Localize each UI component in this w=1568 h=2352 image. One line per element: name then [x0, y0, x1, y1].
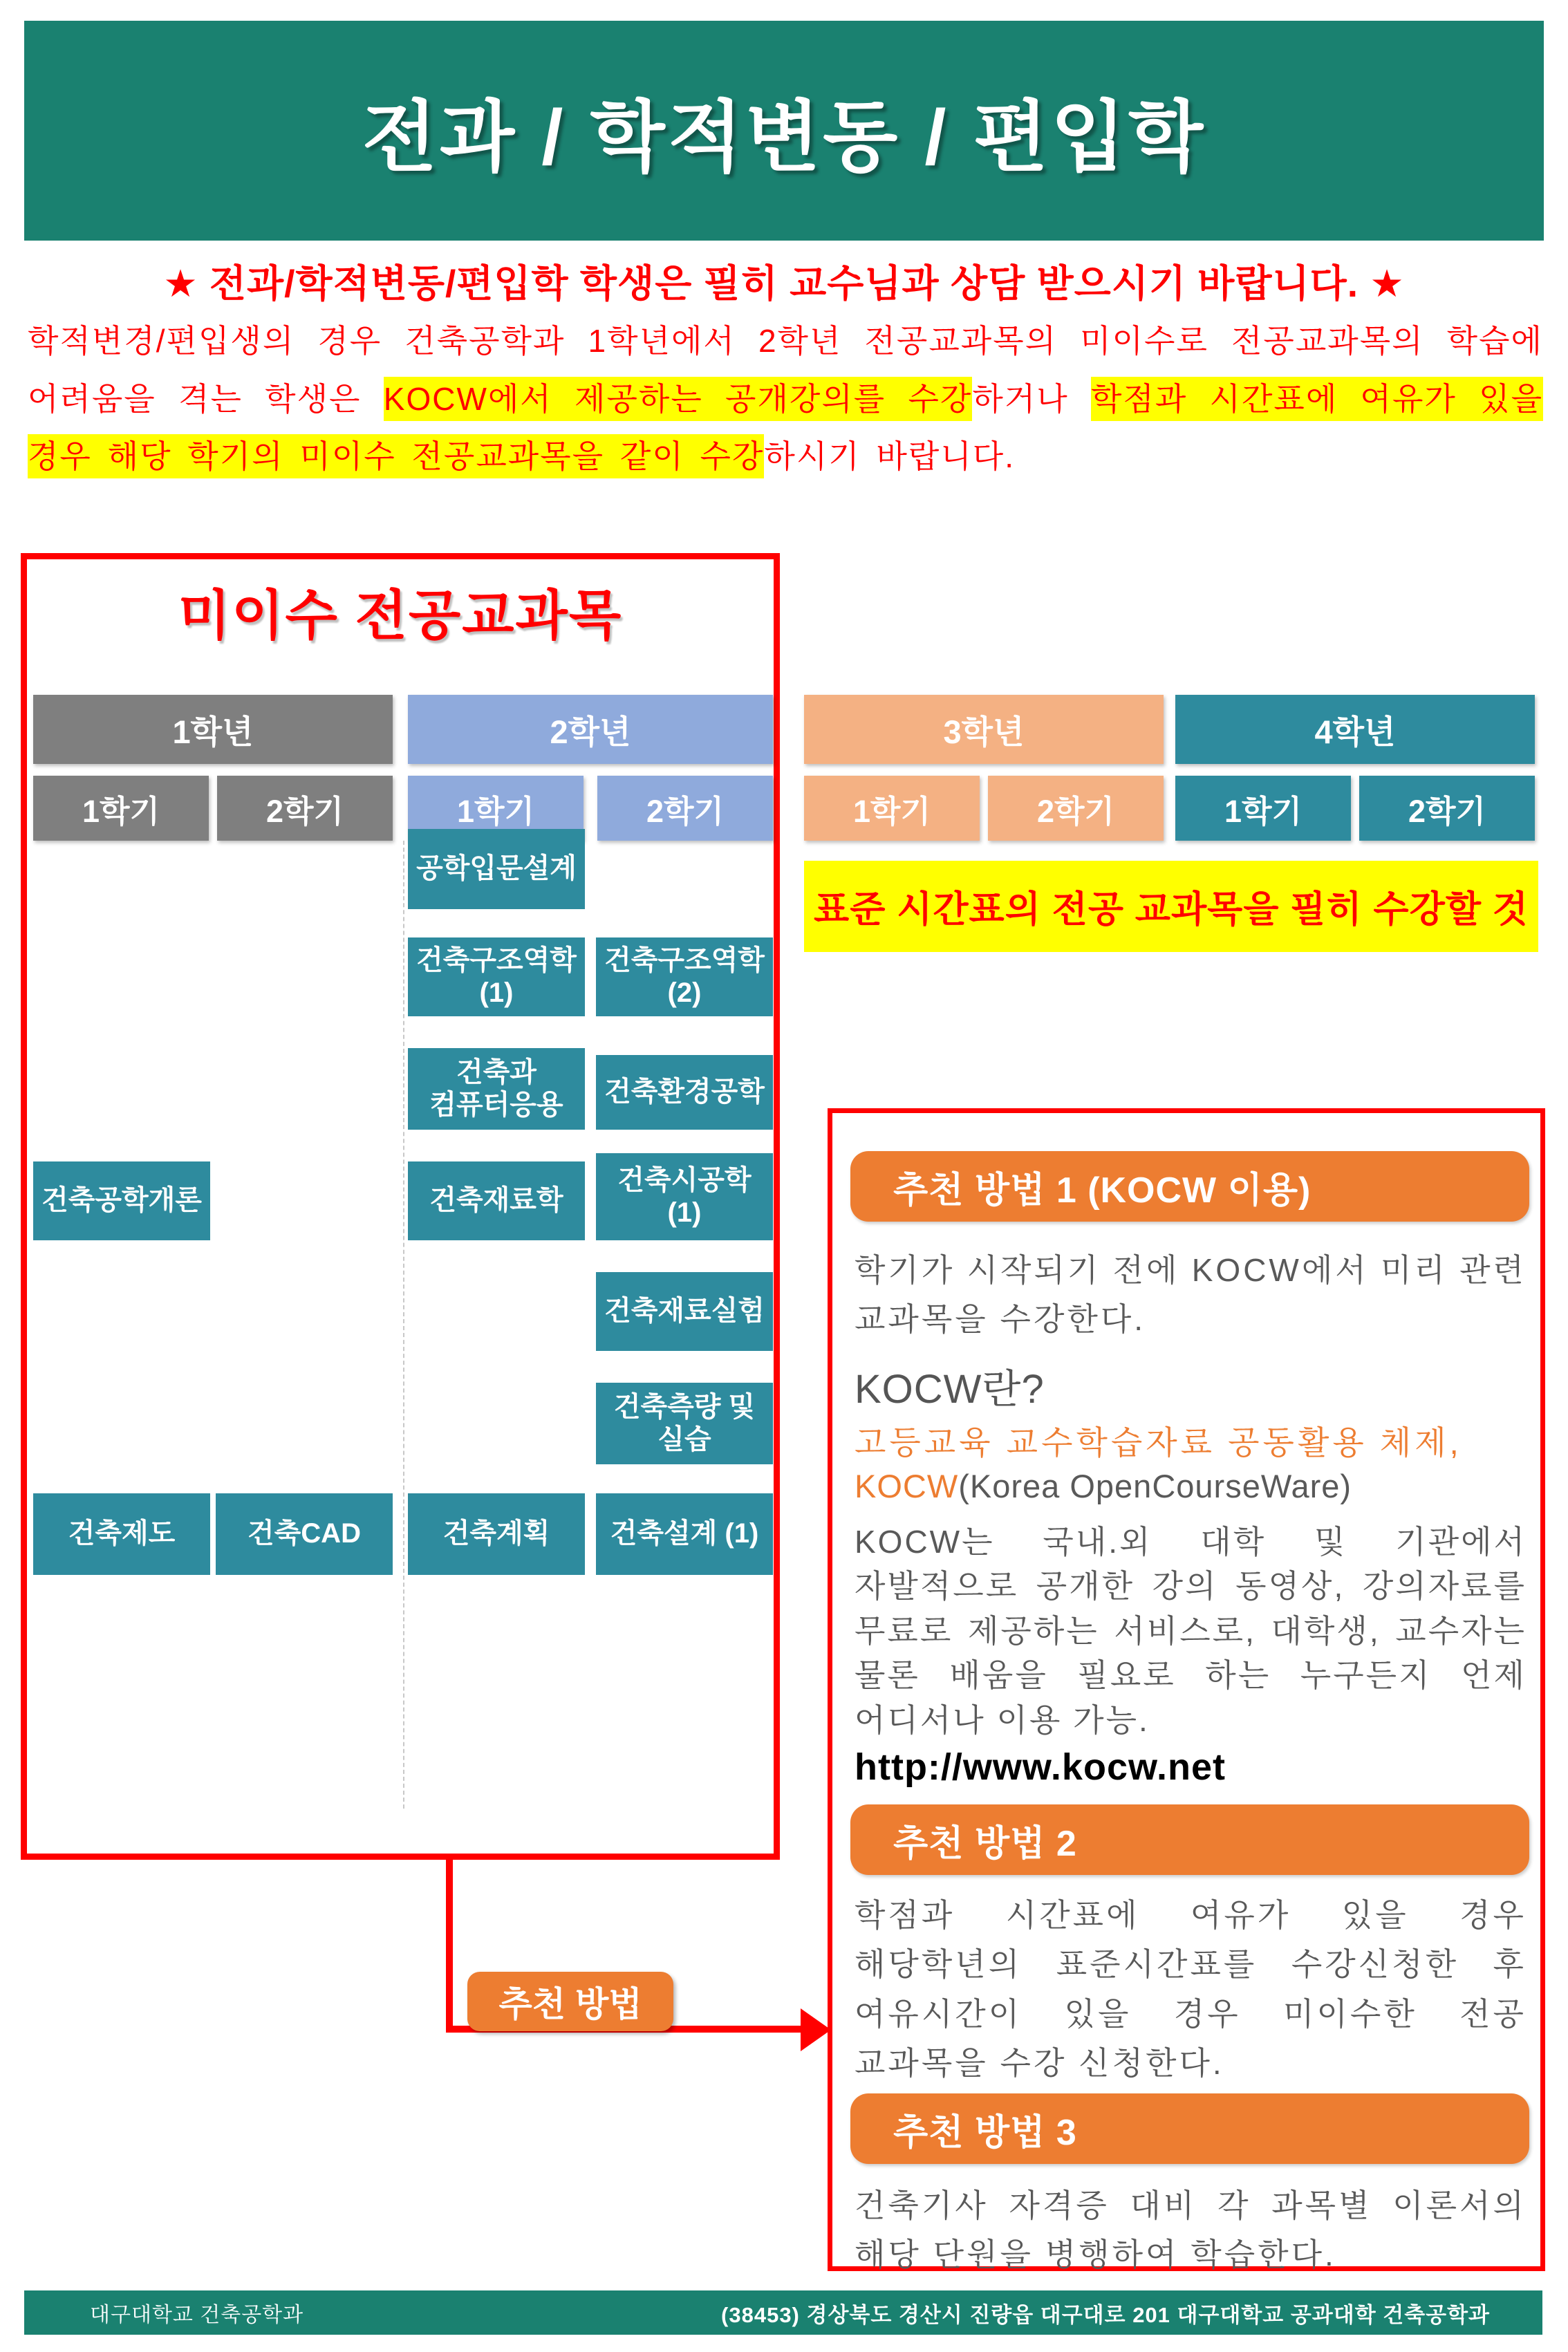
kocw-question: KOCW란? — [855, 1367, 1045, 1412]
curriculum-title: 미이수 전공교과목 — [178, 585, 623, 646]
footer-bar — [24, 2290, 1542, 2335]
connector-vertical-line — [446, 1859, 453, 2032]
year-header-2: 2학년 — [408, 695, 773, 764]
sem-header-4-1: 1학기 — [1175, 776, 1351, 841]
course-box: 건축제도 — [33, 1493, 210, 1575]
title-banner — [24, 21, 1544, 241]
course-box: 건축과 컴퓨터응용 — [408, 1048, 585, 1130]
course-box: 건축구조역학 (1) — [408, 937, 585, 1016]
consult-notice: ★ 전과/학적변동/편입학 학생은 필히 교수님과 상담 받으시기 바랍니다. ★ — [163, 262, 1405, 305]
year-header-1: 1학년 — [33, 695, 393, 764]
page-title: 전과 / 학적변동 / 편입학 — [362, 93, 1206, 180]
intro-text: 하시기 바랍니다. — [764, 438, 1016, 475]
course-box: 건축설계 (1) — [596, 1493, 773, 1575]
course-box: 건축측량 및 실습 — [596, 1383, 773, 1464]
methods-box — [828, 1108, 1545, 2271]
sem-header-1-2: 2학기 — [217, 776, 393, 841]
course-box: 건축재료학 — [408, 1161, 585, 1240]
intro-highlight: 학점과 시간표에 여유가 있을 경우 해당 학기의 미이수 전공교과목을 같이 수강 — [28, 377, 1543, 479]
course-box: 건축시공학 (1) — [596, 1153, 773, 1240]
sem-header-2-1: 1학기 — [408, 776, 584, 841]
footer-department: 대구대학교 건축공학과 — [90, 2304, 304, 2326]
method-2-header: 추천 방법 2 — [850, 1804, 1529, 1875]
sem-header-1-1: 1학기 — [33, 776, 209, 841]
column-divider — [403, 841, 404, 1809]
method-1-body: 학기가 시작되기 전에 KOCW에서 미리 관련 교과목을 수강한다. — [855, 1252, 1527, 1338]
intro-text: 학적변경/편입생의 경우 건축공학과 1학년에서 2학년 전공교과목의 미이수로 전공교과목의 학습에 어려움을 격는 학생은 — [28, 323, 1543, 417]
course-box: 건축공학개론 — [33, 1161, 210, 1240]
kocw-definition-line2 — [855, 1467, 1527, 1505]
course-box: 건축CAD — [216, 1493, 393, 1575]
arrow-right-icon — [801, 2008, 831, 2051]
method-3-body: 건축기사 자격증 대비 각 과목별 이론서의 해당 단원을 병행하여 학습한다. — [855, 2187, 1527, 2273]
intro-text: 하거나 — [972, 380, 1091, 417]
kocw-description: KOCW는 국내.외 대학 및 기관에서 자발적으로 공개한 강의 동영상, 강의자료를 무료로 제공하는 서비스로, 대학생, 교수자는 물론 배움을 필요로 하는 누구든지 언제 어디서나 이용 가능. — [855, 1524, 1527, 1738]
method-3-header: 추천 방법 3 — [850, 2093, 1529, 2164]
sem-header-3-2: 2학기 — [988, 776, 1164, 841]
method-2-body: 학점과 시간표에 여유가 있을 경우 해당학년의 표준시간표를 수강신청한 후 여유시간이 있을 경우 미이수한 전공 교과목을 수강 신청한다. — [855, 1897, 1527, 2081]
sem-header-3-1: 1학기 — [804, 776, 980, 841]
kocw-abbr: KOCW — [855, 1468, 959, 1504]
course-box: 공학입문설계 — [408, 829, 585, 909]
sem-header-2-2: 2학기 — [597, 776, 773, 841]
standard-timetable-note: 표준 시간표의 전공 교과목을 필히 수강할 것 — [804, 861, 1538, 952]
kocw-url[interactable]: http://www.kocw.net — [855, 1746, 1226, 1788]
method-1-header: 추천 방법 1 (KOCW 이용) — [850, 1151, 1529, 1222]
sem-header-4-2: 2학기 — [1359, 776, 1535, 841]
course-box: 건축계획 — [408, 1493, 585, 1575]
year-header-3: 3학년 — [804, 695, 1164, 764]
footer-address: (38453) 경상북도 경산시 진량읍 대구대로 201 대구대학교 공과대학 건축공학과 — [721, 2302, 1490, 2327]
course-box: 건축구조역학 (2) — [596, 937, 773, 1016]
kocw-fullname: (Korea OpenCourseWare) — [958, 1468, 1352, 1504]
intro-paragraph — [28, 312, 1543, 486]
kocw-definition-line1: 고등교육 교수학습자료 공동활용 체제, — [855, 1424, 1462, 1461]
recommend-label: 추천 방법 — [467, 1972, 673, 2031]
course-box: 건축환경공학 — [596, 1055, 773, 1130]
year-header-4: 4학년 — [1175, 695, 1535, 764]
course-box: 건축재료실험 — [596, 1272, 773, 1351]
intro-highlight: KOCW에서 제공하는 공개강의를 수강 — [384, 377, 973, 421]
